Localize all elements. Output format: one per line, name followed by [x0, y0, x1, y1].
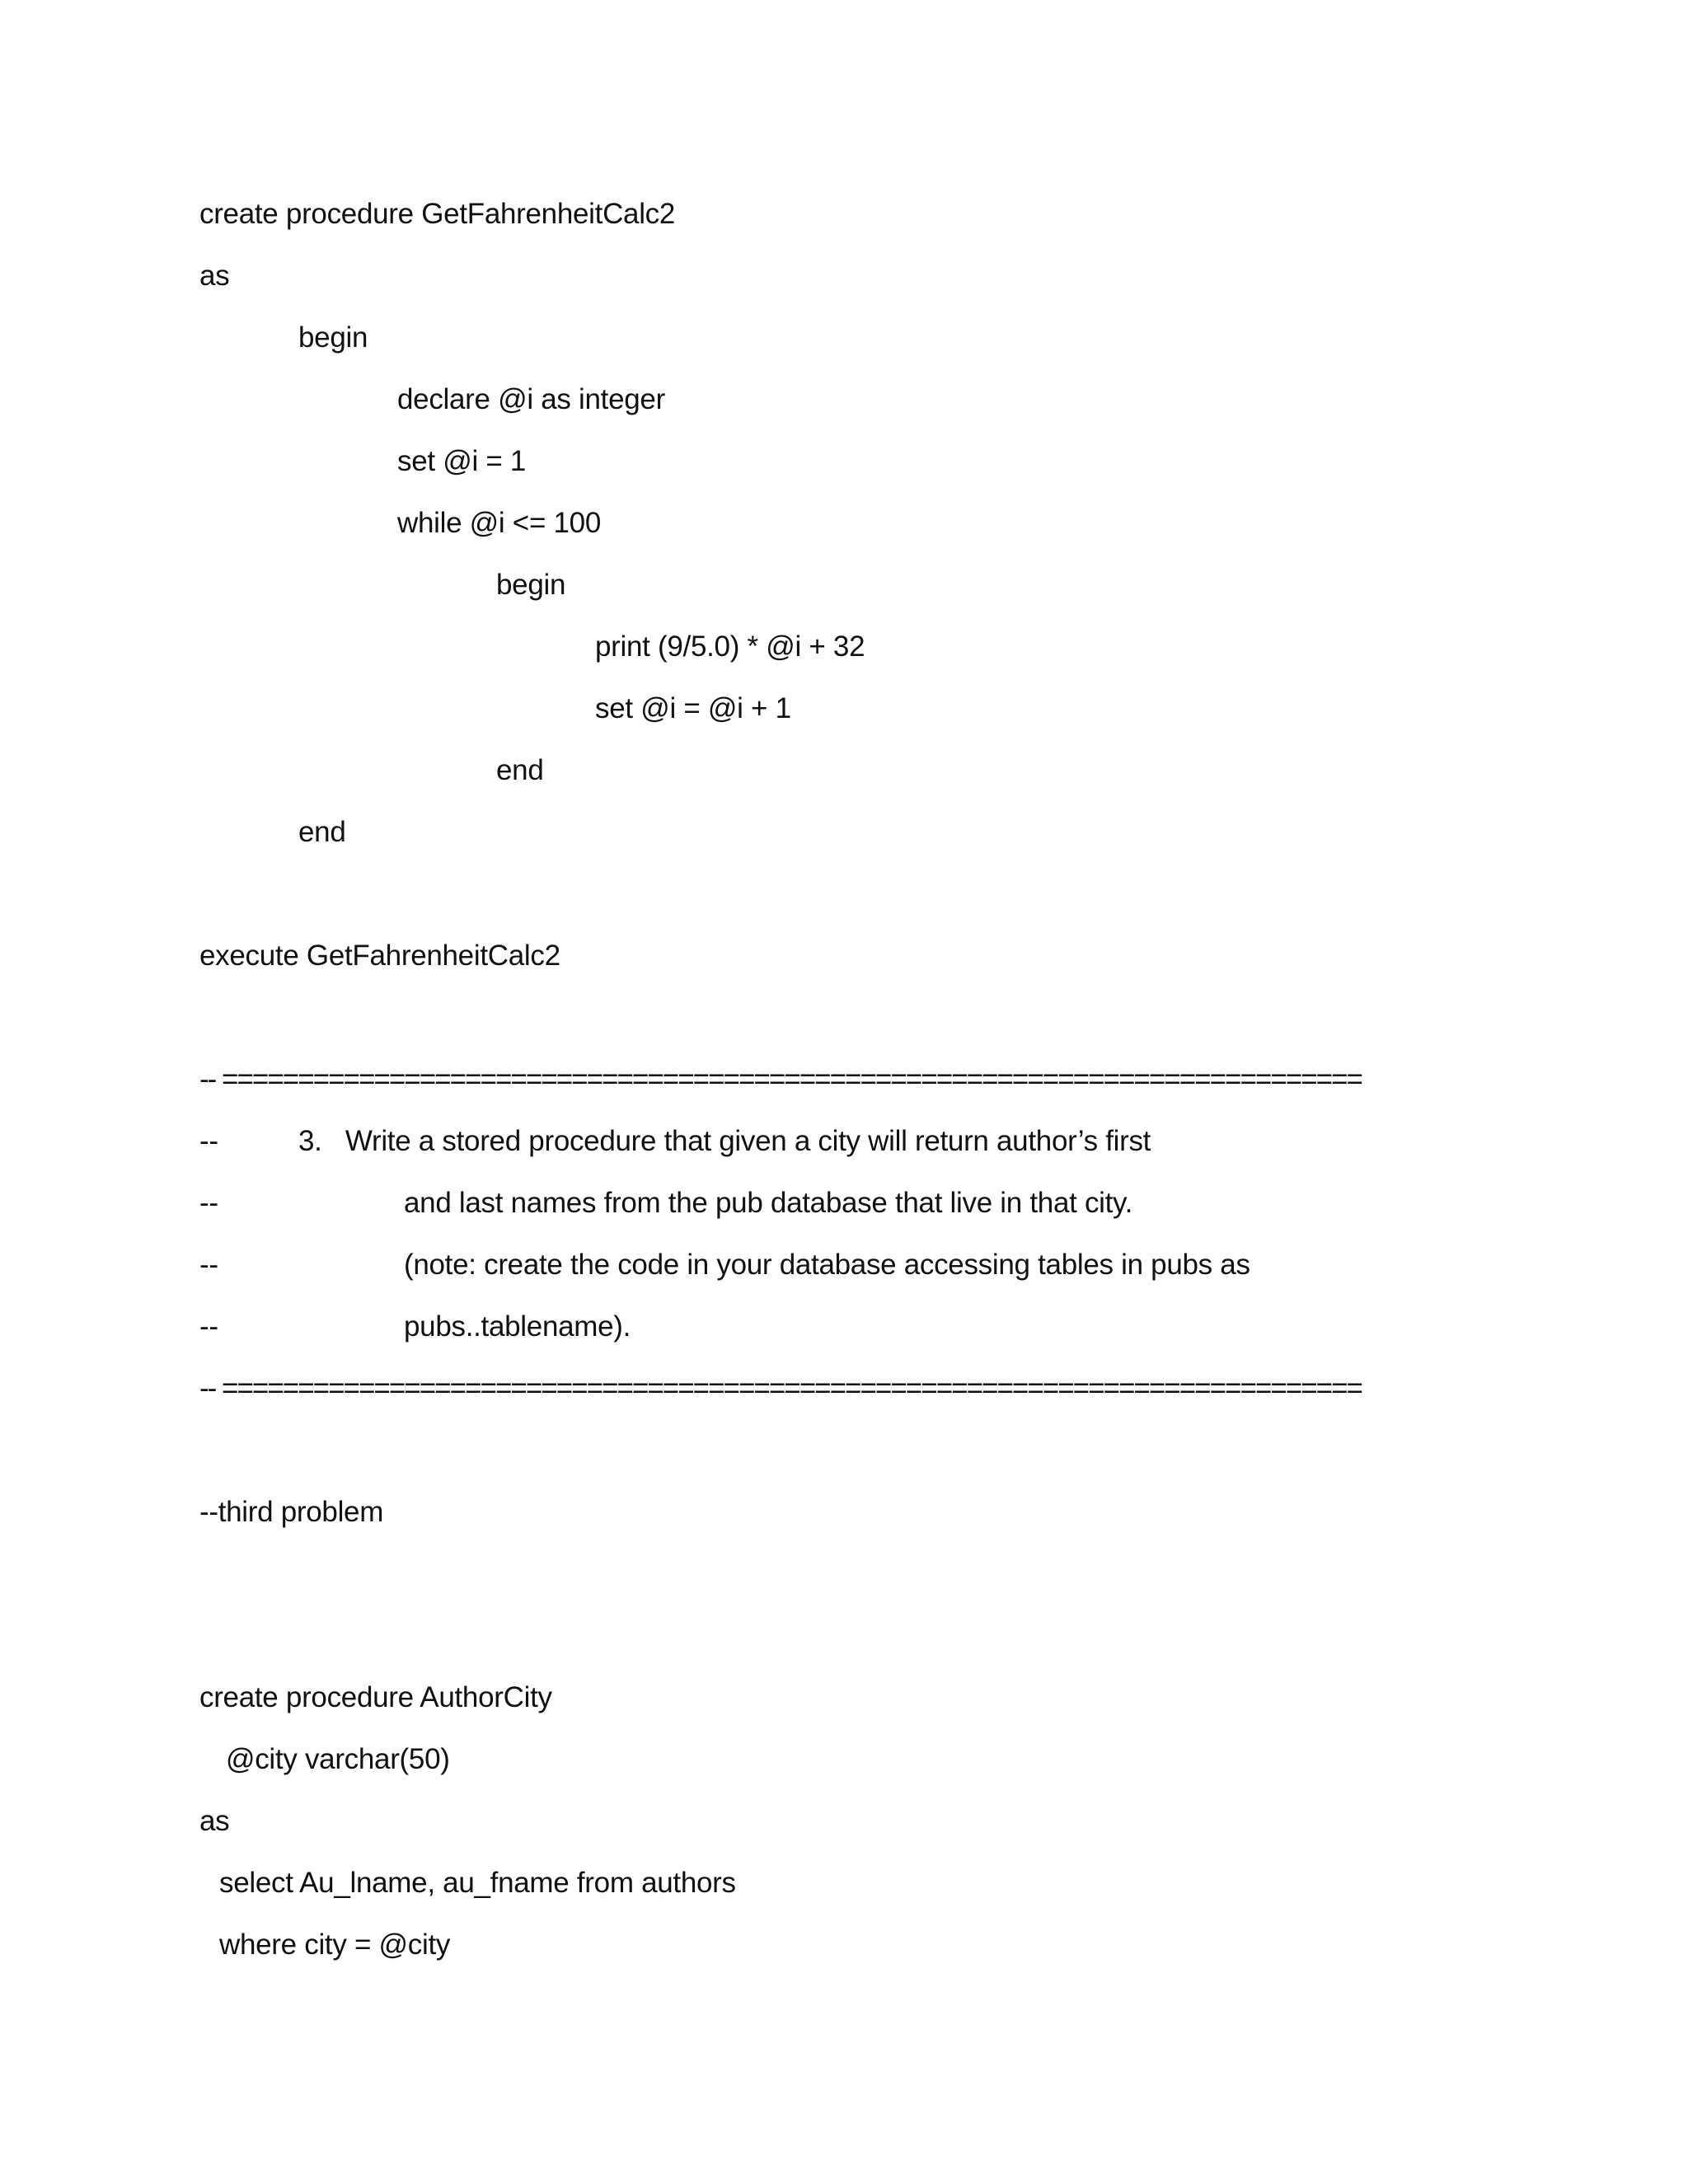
comment-prefix-4: --: [199, 1310, 218, 1343]
comment-third-problem: --third problem: [199, 1496, 384, 1528]
code-line-select: select Au_lname, au_fname from authors: [219, 1867, 736, 1899]
code-line-as-2: as: [199, 1805, 230, 1837]
comment-prefix-3: --: [199, 1249, 218, 1281]
code-line-as: as: [199, 260, 230, 292]
code-line-begin: begin: [298, 321, 368, 354]
code-line-end: end: [298, 816, 346, 848]
problem-text-line-2: and last names from the pub database that live in that city.: [404, 1187, 1133, 1219]
problem-text-line-3: (note: create the code in your database accessing tables in pubs as: [404, 1249, 1250, 1281]
code-line-where: where city = @city: [219, 1929, 451, 1961]
code-line-execute: execute GetFahrenheitCalc2: [199, 940, 560, 972]
code-line-inner-begin: begin: [496, 569, 566, 601]
code-line-inner-end: end: [496, 754, 544, 786]
code-line-create-procedure: create procedure GetFahrenheitCalc2: [199, 198, 676, 230]
problem-text-line-4: pubs..tablename).: [404, 1310, 631, 1343]
code-line-increment: set @i = @i + 1: [595, 692, 791, 724]
comment-prefix-1: --: [199, 1125, 218, 1157]
code-line-city-param: @city varchar(50): [226, 1743, 450, 1775]
separator-top: -- ===========================================================================: [199, 1063, 1362, 1095]
code-line-create-authorcity: create procedure AuthorCity: [199, 1681, 552, 1713]
code-line-while: while @i <= 100: [397, 507, 602, 539]
comment-prefix-2: --: [199, 1187, 218, 1219]
code-line-declare: declare @i as integer: [397, 383, 665, 415]
code-line-set-initial: set @i = 1: [397, 445, 527, 477]
code-line-print: print (9/5.0) * @i + 32: [595, 630, 865, 663]
problem-text-line-1: 3. Write a stored procedure that given a city will return author’s first: [298, 1125, 1151, 1157]
separator-bottom: -- ===========================================================================: [199, 1372, 1362, 1404]
